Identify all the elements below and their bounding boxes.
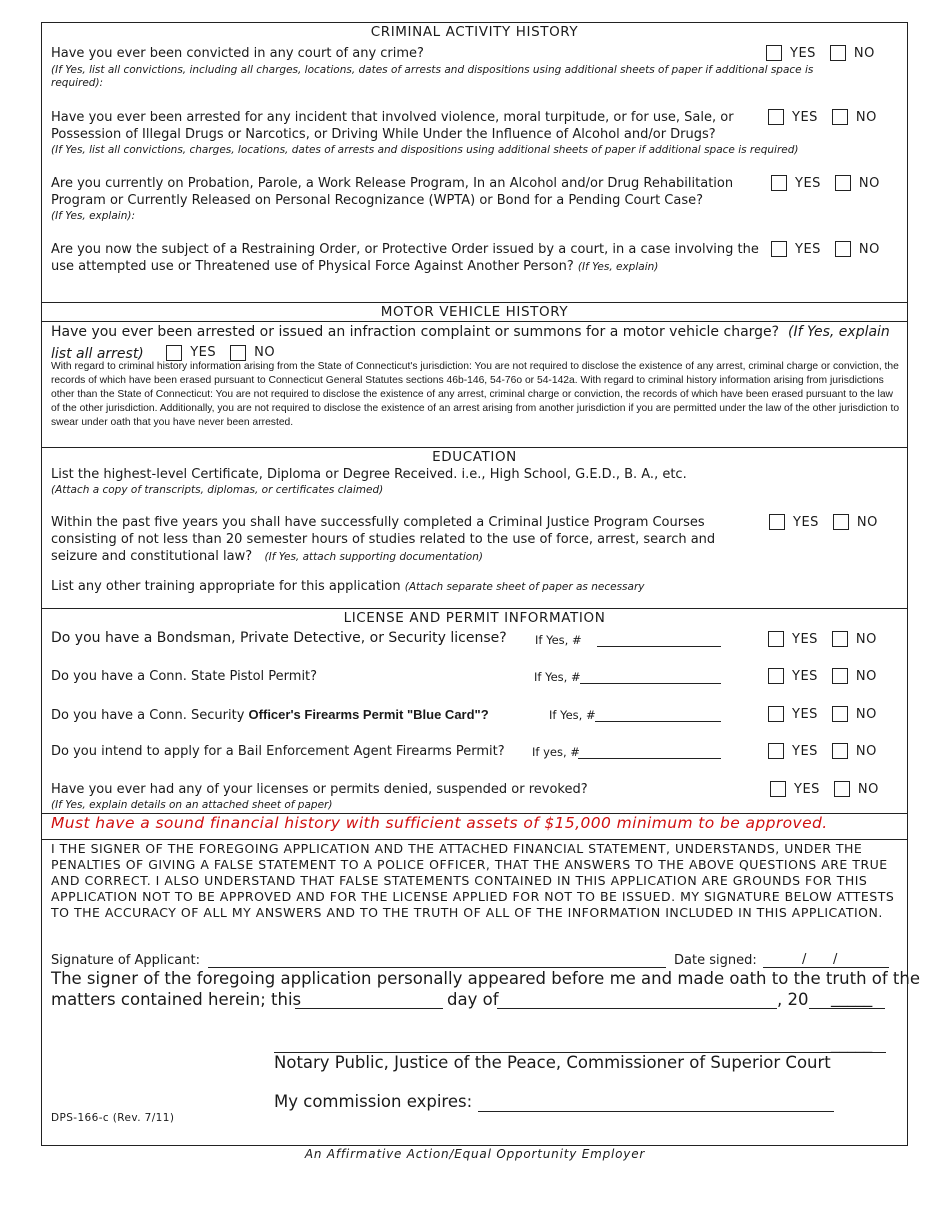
no-label: NO — [855, 631, 877, 647]
form-id: DPS-166-c (Rev. 7/11) — [51, 1112, 175, 1124]
license-q3-text-a: Do you have a Conn. Security — [51, 708, 249, 723]
notary-blank: _____ — [831, 1034, 873, 1053]
criminal-q2-no-checkbox[interactable] — [832, 109, 848, 125]
motor-q1-note: (If Yes, explain list all arrest) — [51, 324, 890, 362]
yes-label: YES — [793, 514, 819, 530]
yes-label: YES — [792, 743, 818, 759]
commission-expires-input[interactable] — [478, 1111, 834, 1112]
yes-label: YES — [190, 345, 217, 360]
education-q1-note: (Attach a copy of transcripts, diplomas, or certificates claimed) — [51, 484, 384, 496]
license-q4-yes-checkbox[interactable] — [768, 743, 784, 759]
criminal-q3-yes-checkbox[interactable] — [771, 175, 787, 191]
yes-label: YES — [790, 45, 816, 61]
license-q2-field-label: If Yes, # — [534, 670, 581, 684]
license-q2-number-input[interactable] — [580, 683, 721, 684]
license-q3-no-checkbox[interactable] — [832, 706, 848, 722]
criminal-q3: Are you currently on Probation, Parole, a Work Release Program, In an Alcohol and/or Drug Rehabilitation Program or Currently Released on Personal Recognizance (WPTA) or Bond for a Pending Court Case? — [51, 176, 734, 208]
divider — [42, 839, 907, 840]
education-q2-no-checkbox[interactable] — [833, 514, 849, 530]
license-q1-no-checkbox[interactable] — [832, 631, 848, 647]
divider — [42, 447, 907, 448]
date-separator: / — [802, 952, 807, 967]
license-q1: Do you have a Bondsman, Private Detective, or Security license? — [51, 630, 507, 646]
date-signed-label: Date signed: — [674, 953, 757, 968]
criminal-q1-note: (If Yes, list all convictions, including all charges, locations, dates of arrests and dispositions using additional sheets of paper if additional space is required): — [51, 64, 814, 89]
license-q2-yes-checkbox[interactable] — [768, 668, 784, 684]
no-label: NO — [254, 345, 276, 360]
divider — [42, 302, 907, 303]
no-label: NO — [857, 781, 879, 797]
yes-label: YES — [792, 109, 818, 125]
commission-expires-label: My commission expires: — [274, 1092, 473, 1111]
license-q2-no-checkbox[interactable] — [832, 668, 848, 684]
license-q3-yesno — [768, 705, 877, 723]
education-q1: List the highest-level Certificate, Diploma or Degree Received. i.e., High School, G.E.D., B. A., etc. — [51, 467, 687, 482]
criminal-q4-no-checkbox[interactable] — [835, 241, 851, 257]
criminal-q1-yes-checkbox[interactable] — [766, 45, 782, 61]
license-q2: Do you have a Conn. State Pistol Permit? — [51, 669, 318, 684]
yes-label: YES — [795, 241, 821, 257]
financial-notice: Must have a sound financial history with sufficient assets of $15,000 minimum to be approved. — [51, 814, 828, 832]
motor-q1-no-checkbox[interactable] — [230, 345, 246, 361]
license-q5-yesno — [770, 780, 879, 798]
education-q2-yesno — [769, 513, 878, 531]
criminal-q3-no-checkbox[interactable] — [835, 175, 851, 191]
signature-label: Signature of Applicant: — [51, 953, 200, 968]
license-q4: Do you intend to apply for a Bail Enforcement Agent Firearms Permit? — [51, 744, 505, 759]
license-q5-yes-checkbox[interactable] — [770, 781, 786, 797]
license-q1-yesno — [768, 630, 877, 648]
education-q3 — [51, 578, 871, 595]
motor-disclaimer: With regard to criminal history information arising from the State of Connecticut's jurisdiction: You are not required to disclose the existence of any arrest, criminal charge or conviction, the records of which have been erased pursuant to Connecticut General Statutes sections 46b-146, 54-76o or 54-142a. With regard to criminal history information arising from jurisdictions other than the State of Connecticut: You are not required to disclose the existence of any arrest, criminal charge or conviction, the records of which have been erased pursuant to the law of the other jurisdiction. Additionally, you are not required to disclose the existence of an arrest arising from another jurisdiction if you are permitted under the law of the other jurisdiction to swear under oath that you have never been arrested. — [51, 361, 900, 428]
motor-q1-text: Have you ever been arrested or issued an infraction complaint or summons for a motor vehicle charge? — [51, 324, 780, 340]
yes-label: YES — [792, 706, 818, 722]
no-label: NO — [858, 241, 880, 257]
oath-line-1: The signer of the foregoing application personally appeared before me and made oath to the truth of the — [51, 969, 920, 988]
license-q5: Have you ever had any of your licenses or permits denied, suspended or revoked? — [51, 782, 588, 797]
criminal-q4-text: Are you now the subject of a Restraining Order, or Protective Order issued by a court, in a case involving the use attempted use or Threatened use of Physical Force Against Another Person? — [51, 242, 759, 274]
criminal-q4-yes-checkbox[interactable] — [771, 241, 787, 257]
criminal-q3-yesno — [771, 174, 880, 192]
oath-line-2a: matters contained herein; this — [51, 990, 302, 1009]
education-q2-yes-checkbox[interactable] — [769, 514, 785, 530]
criminal-q4-yesno — [771, 240, 880, 258]
education-q2 — [51, 514, 741, 565]
license-q5-note: (If Yes, explain details on an attached sheet of paper) — [51, 799, 333, 811]
yes-label: YES — [795, 175, 821, 191]
license-q3-text-b: Officer's Firearms Permit "Blue Card"? — [248, 707, 489, 722]
license-q4-yesno — [768, 742, 877, 760]
oath-line-2b: day of — [447, 990, 499, 1009]
criminal-q3-note: (If Yes, explain): — [51, 210, 135, 222]
motor-section-title: MOTOR VEHICLE HISTORY — [380, 304, 569, 320]
attestation-text: I THE SIGNER OF THE FOREGOING APPLICATION AND THE ATTACHED FINANCIAL STATEMENT, UNDERSTANDS, UNDER THE PENALTIES OF GIVING A FALSE STATEMENT TO A POLICE OFFICER, THAT THE ANSWERS TO THE ABOVE QUESTIONS ARE TRUE AND CORRECT. I ALSO UNDERSTAND THAT FALSE STATEMENTS CONTAINED IN THIS APPLICATION ARE GROUNDS FOR THIS APPLICATION NOT TO BE APPROVED AND FOR THE LICENSE APPLIED FOR NOT TO BE ISSUED. MY SIGNATURE BELOW ATTESTS TO THE ACCURACY OF ALL MY ANSWERS AND TO THE TRUTH OF ALL OF THE INFORMATION INCLUDED IN THIS APPLICATION. — [51, 841, 895, 920]
date-signed-input[interactable] — [763, 967, 889, 968]
criminal-q2-yes-checkbox[interactable] — [768, 109, 784, 125]
divider — [42, 608, 907, 609]
no-label: NO — [856, 514, 878, 530]
criminal-q2: Have you ever been arrested for any incident that involved violence, moral turpitude, or for use, Sale, or Possession of Illegal Drugs or Narcotics, or Driving While Under the Influence of Alcohol and/or Drugs? — [51, 110, 734, 142]
criminal-q1: Have you ever been convicted in any court of any crime? — [51, 46, 424, 61]
license-q3 — [51, 706, 489, 724]
license-q4-number-input[interactable] — [578, 758, 721, 759]
year-blank: _____ — [831, 988, 873, 1007]
yes-label: YES — [792, 668, 818, 684]
date-separator: / — [833, 952, 838, 967]
education-q2-text: Within the past five years you shall have successfully completed a Criminal Justice Program Courses consisting of not less than 20 semester hours of studies related to the use of force, arrest, search and seizure and constitutional law? — [51, 515, 716, 564]
motor-q1 — [51, 323, 901, 363]
no-label: NO — [853, 45, 875, 61]
divider — [42, 321, 907, 322]
yes-label: YES — [792, 631, 818, 647]
form-frame — [41, 22, 920, 1146]
yes-label: YES — [794, 781, 820, 797]
no-label: NO — [855, 706, 877, 722]
license-q2-yesno — [768, 667, 877, 685]
motor-q1-yes-checkbox[interactable] — [166, 345, 182, 361]
criminal-q1-yesno — [766, 44, 875, 62]
license-section-title: LICENSE AND PERMIT INFORMATION — [343, 610, 606, 626]
education-q2-note: (If Yes, attach supporting documentation) — [264, 551, 483, 563]
license-q5-no-checkbox[interactable] — [834, 781, 850, 797]
criminal-q4 — [51, 241, 766, 275]
no-label: NO — [855, 743, 877, 759]
notary-label: Notary Public, Justice of the Peace, Commissioner of Superior Court — [274, 1053, 831, 1072]
no-label: NO — [855, 109, 877, 125]
oath-line-2c: , 20 — [777, 990, 809, 1009]
criminal-q2-yesno — [768, 108, 877, 126]
license-q1-yes-checkbox[interactable] — [768, 631, 784, 647]
signature-input[interactable] — [208, 967, 666, 968]
no-label: NO — [858, 175, 880, 191]
license-q1-field-label: If Yes, # — [535, 633, 582, 647]
license-q3-number-input[interactable] — [595, 721, 721, 722]
no-label: NO — [855, 668, 877, 684]
education-q3-text: List any other training appropriate for this application — [51, 579, 401, 594]
criminal-q4-note: (If Yes, explain) — [577, 261, 659, 273]
license-q3-yes-checkbox[interactable] — [768, 706, 784, 722]
criminal-q1-no-checkbox[interactable] — [830, 45, 846, 61]
oath-year-input[interactable] — [809, 1008, 885, 1009]
license-q4-no-checkbox[interactable] — [832, 743, 848, 759]
license-q4-field-label: If yes, # — [532, 745, 580, 759]
oath-month-input[interactable] — [497, 1008, 777, 1009]
footer-text: An Affirmative Action/Equal Opportunity Employer — [304, 1147, 646, 1161]
criminal-section-title: CRIMINAL ACTIVITY HISTORY — [370, 24, 579, 40]
criminal-q2-note: (If Yes, list all convictions, charges, locations, dates of arrests and dispositions using additional sheets of paper if additional space is required) — [51, 144, 799, 156]
license-q1-number-input[interactable] — [597, 646, 721, 647]
license-q3-field-label: If Yes, # — [549, 708, 596, 722]
education-section-title: EDUCATION — [432, 449, 517, 465]
education-q3-note: (Attach separate sheet of paper as necessary — [404, 581, 645, 593]
oath-day-input[interactable] — [295, 1008, 443, 1009]
